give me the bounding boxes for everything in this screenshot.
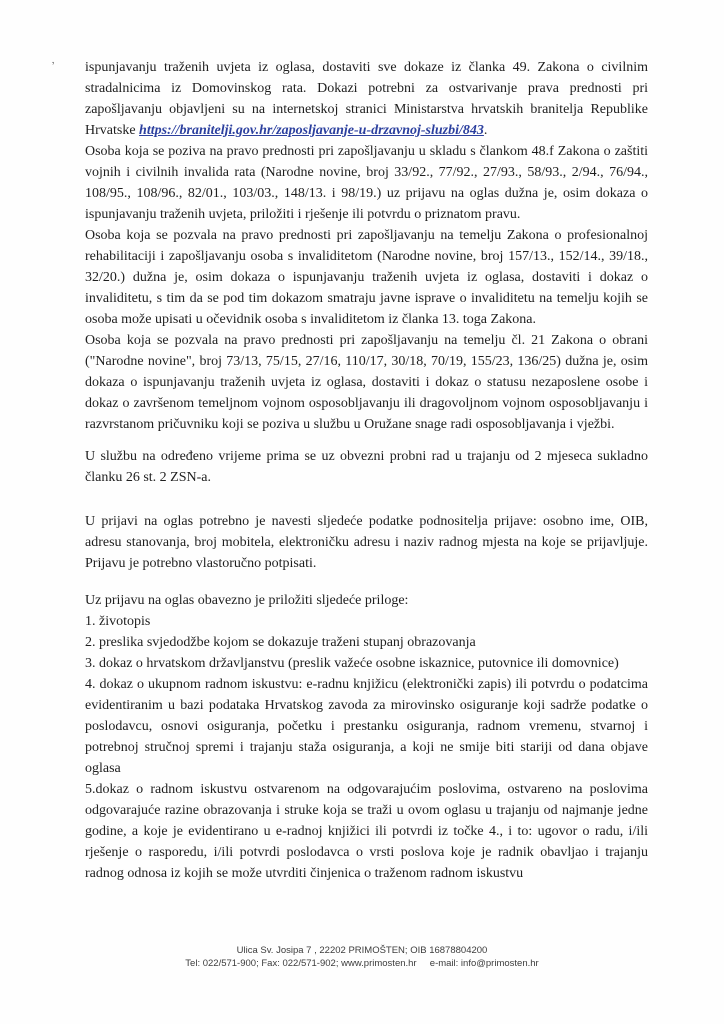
attachment-item-diploma: 2. preslika svjedodžbe kojom se dokazuje traženi stupanj obrazovanja (85, 635, 476, 650)
scan-artifact-mark: ’ (50, 59, 57, 73)
page-footer (0, 945, 724, 970)
attachment-item-work-record: 4. dokaz o ukupnom radnom iskustvu: e-radnu knjižicu (elektronički zapis) ili potvrdu o podatcima evidentiranim u bazi podataka Hrvatskog zavoda za mirovinsko osiguranje koji sadrže podatke o poslodavcu, osnovi osiguranja, početku i prestanku osiguranja, radnom vremenu, stvarnoj i potrebnoj stručnoj spremi i trajanju staža osiguranja, a koji ne smije biti stariji od dana objave oglasa (85, 677, 648, 776)
paragraph-military-civilian-invalids: Osoba koja se poziva na pravo prednosti pri zapošljavanju u skladu s člankom 48.f Zakona o zaštiti vojnih i civilnih invalida rata (Narodne novine, broj 33/92., 77/92., 27/93., 58/93., 2/94., 76/94., 108/95., 108/96., 82/01., 103/03., 148/13. i 98/19.) uz prijavu na oglas dužna je, osim dokaza o ispunjavanju traženih uvjeta, priložiti i rješenje ili potvrdu o priznatom pravu. (85, 144, 648, 222)
footer-address-line: Ulica Sv. Josipa 7 , 22202 PRIMOŠTEN; OIB 16878804200 (236, 945, 488, 956)
paragraph-professional-rehabilitation: Osoba koja se pozvala na pravo prednosti pri zapošljavanju na temelju Zakona o profesionalnoj rehabilitaciji i zapošljavanju osoba s invaliditetom (Narodne novine, broj 157/13., 152/14., 39/18., 32/20.) dužna je, osim dokaza o ispunjavanju traženih uvjeta iz oglasa, dostaviti i dokaz o invaliditetu, s tim da se pod tim dokazom smatraju javne isprave o invaliditetu na temelju kojih se osoba može upisati u očevidnik osoba s invaliditetom iz članka 13. toga Zakona. (85, 228, 648, 327)
paragraph-defense-law: Osoba koja se pozvala na pravo prednosti pri zapošljavanju na temelju čl. 21 Zakona o obrani ("Narodne novine", broj 73/13, 75/15, 27/16, 110/17, 30/18, 70/19, 155/23, 136/25) dužna je, osim dokaza o ispunjavanju traženih uvjeta iz oglasa, dostaviti i dokaz o statusu nezaposlene osobe i dokaz o završenom temeljnom vojnom osposobljavanju ili dragovoljnom vojnom osposobljavanju i razvrstanom pričuvniku koji se poziva u službu u Oružane snage radi osposobljavanja i vježbi. (85, 333, 648, 432)
paragraph-application-data: U prijavi na oglas potrebno je navesti sljedeće podatke podnositelja prijave: osobno ime, OIB, adresu stanovanja, broj mobitela, elektroničku adresu i naziv radnog mjesta na koje se prijavljuje. Prijavu je potrebno vlastoručno potpisati. (85, 514, 648, 571)
branitelji-gov-link[interactable]: https://branitelji.gov.hr/zaposljavanje-u-drzavnoj-sluzbi/843 (139, 123, 484, 138)
attachment-item-citizenship: 3. dokaz o hrvatskom državljanstvu (preslik važeće osobne iskaznice, putovnice ili domovnice) (85, 656, 619, 671)
attachments-intro: Uz prijavu na oglas obavezno je priložiti sljedeće priloge: (85, 593, 409, 608)
paragraph-probation-period: U službu na određeno vrijeme prima se uz obvezni probni rad u trajanju od 2 mjeseca sukladno članku 26 st. 2 ZSN-a. (85, 449, 648, 485)
attachment-item-work-experience: 5.dokaz o radnom iskustvu ostvarenom na odgovarajućim poslovima, ostvareno na poslovima odgovarajuće razine obrazovanja i struke koja se traži u ovom oglasu u trajanju od najmanje jedne godine, a koje je evidentirano u e-radnoj knjižici ili potvrdi iz točke 4., i to: ugovor o radu, i/ili rješenje o rasporedu, i/ili potvrdi poslodavca o vrsti poslova koje je radnik obavljao i trajanju radnog odnosa iz kojih se može utvrditi činjenica o traženom radnom iskustvu (85, 782, 648, 881)
attachment-item-cv: 1. životopis (85, 614, 151, 629)
footer-contact-line: Tel: 022/571-900; Fax: 022/571-902; www.primosten.hr e-mail: info@primosten.hr (185, 957, 539, 969)
document-body (85, 57, 648, 884)
paragraph-text: ispunjavanju traženih uvjeta iz oglasa, dostaviti sve dokaze iz članka 49. Zakona o civilnim stradalnicima iz Domovinskog rata. Dokazi potrebni za ostvarivanje prava prednosti pri zapošljavanju objavljeni su na internetskoj stranici Ministarstva hrvatskih branitelja Republike Hrvatske (85, 60, 648, 138)
paragraph-text: . (483, 123, 488, 138)
paragraph-civilian-war-victims (85, 57, 648, 141)
